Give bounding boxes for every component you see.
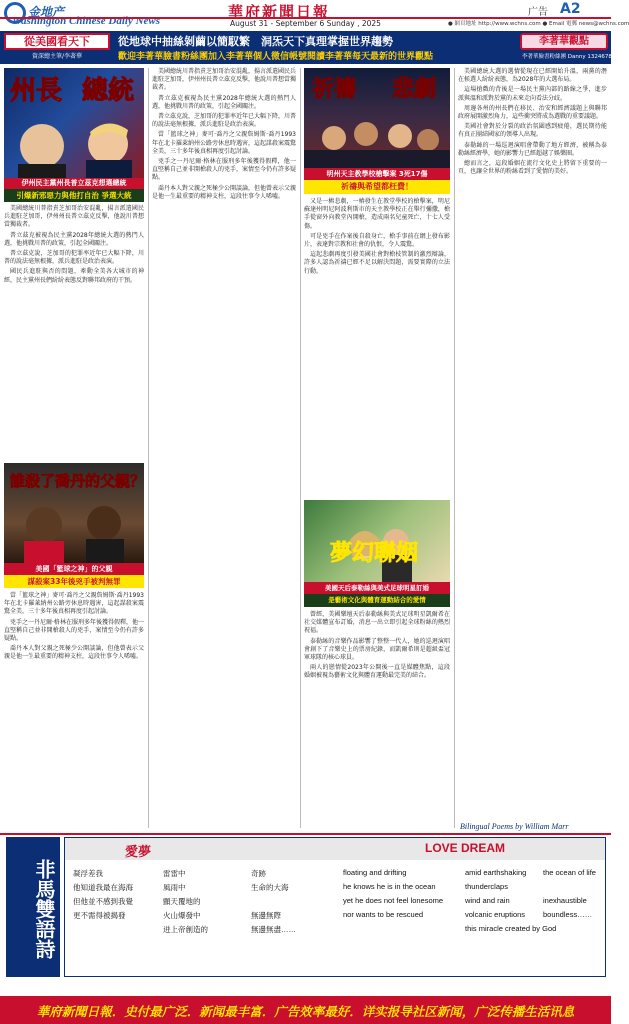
- paragraph: 普立茲克說，芝加哥的犯罪率近年已大幅下降，川普的說法毫無根據，派兵進駐是政治表演。: [152, 113, 297, 129]
- banner-subheadline: 歡迎李著華臉書粉絲團加入李著華個人微信帳號閱讀李著華每天最新的世界觀點: [118, 52, 434, 62]
- column-divider: [454, 68, 455, 828]
- paragraph: 可是兇手在作案後自殺身亡，槍手事前在網上發布影片，表達對宗教和社會的仇恨，令人震驚。: [304, 232, 450, 249]
- paragraph: 當「籃球之神」麥可·喬丹之父親詹姆斯·喬丹1993年在北卡羅萊納州公路旁休息時遇害，這起謀殺案震驚全美，三十多年後真相再度引起討論。: [152, 131, 297, 155]
- paragraph: 喬丹本人對父親之死極少公開談論，但他曾表示父親是他一生最重要的精神支柱，這段往事令人唏噓。: [152, 184, 297, 200]
- paragraph: 兩人的戀情從2023年公開後一直是媒體焦點，這段婚姻被視為藝術文化與體育運動最完美的結合。: [304, 664, 450, 680]
- paragraph: 總而言之，這段婚姻在流行文化史上將留下重要的一頁，也讓全世界的粉絲看到了愛情的美好。: [458, 160, 607, 176]
- paragraph: 喬丹本人對父親之死極少公開談論，但他曾表示父親是他一生最重要的精神支柱，這段往事令人唏噓。: [4, 645, 144, 661]
- viewpoint-badge: 李著華觀點: [520, 33, 608, 50]
- paragraph: 曾經，美國樂壇天后泰勒絲與美式足球明星凱爾希在社交媒體宣布訂婚，消息一出立即引起全球粉絲的熱烈祝福。: [304, 611, 450, 635]
- poem-cn-line: 雷雷中: [163, 869, 186, 878]
- column-author: 資深總主筆/李著華: [31, 53, 83, 60]
- article1-caption-red: 伊州民主黨州長普立茲克想選總統: [4, 178, 144, 189]
- poem-title-en: LOVE DREAM: [425, 841, 506, 855]
- poem-title-cn: 愛夢: [125, 845, 152, 860]
- paragraph: 國民兵進駐與否的問題，牽動全美各大城市的神經，民主黨州長們紛紛表態反對聯邦政府的干預。: [4, 268, 144, 284]
- poem-en-line: wind and rain: [465, 896, 510, 905]
- paragraph: 兇手之一丹尼爾·格林在服刑多年後獲得假釋，他一直堅稱自己並非開槍殺人的兇手，案情至今仍有許多疑點。: [4, 618, 144, 643]
- paragraph: 泰勒絲的音樂作品影響了整整一代人，她的巡迴演唱會創下了音樂史上的票房紀錄，而凱爾希則是超級盃冠軍球隊的核心球員。: [304, 637, 450, 662]
- paragraph: 當「籃球之神」麥可·喬丹之父親詹姆斯·喬丹1993年在北卡羅萊納州公路旁休息時遇害，這起謀殺案震驚全美，三十多年後真相再度引起討論。: [4, 592, 144, 616]
- viewpoint-author: 李著華臉書粉絲團 Danny 13246782: [522, 54, 616, 60]
- contact-info: ● 網頁地址 http://www.wchns.com ● Email 電郵 news@wchns.com: [448, 21, 629, 27]
- banner-headline: 從地球中抽絲剝繭以簡馭繁 洞炁天下真理掌握世界趨勢: [118, 35, 393, 48]
- poem-en-line: nor wants to be rescued: [343, 910, 424, 919]
- article1-title-left: 州長: [10, 76, 63, 106]
- article3-title-right: 悲劇: [392, 76, 437, 102]
- poem-series-banner: 非馬雙語詩: [6, 837, 60, 977]
- right-column-body: [458, 68, 607, 820]
- poem-cn-line: 火山爆發中: [163, 911, 201, 920]
- article2-body: [4, 592, 144, 828]
- article3-caption-yellow: 祈禱與希望都枉費！: [304, 180, 450, 194]
- poem-title-cn-bar: [65, 838, 335, 860]
- article1-body: [4, 205, 144, 463]
- poem-cn-line: 顫天覆地的: [163, 897, 201, 906]
- article3-caption-red: 明州天主教學校槍擊案 3死17傷: [304, 168, 450, 180]
- poem-cn-line: 奇跡: [251, 869, 266, 878]
- article3-title-left: 祈禱: [312, 76, 357, 102]
- column-divider: [300, 68, 301, 828]
- poem-en-line: volcanic eruptions: [465, 910, 526, 919]
- column-name: 從美國看天下: [4, 33, 110, 50]
- poem-en-line: this miracle created by God: [465, 924, 557, 933]
- logo-top-text: 金地产: [28, 5, 65, 19]
- article4-caption-yellow: 是藝術文化與體育運動結合的愛情: [304, 594, 450, 607]
- poem-en-line: thunderclaps: [465, 882, 508, 891]
- footer-slogan: 華府新聞日報．史付最广泛．新闻最丰富．广告效率最好．详实报导社区新闻，广泛传播生活讯息: [36, 1004, 575, 1019]
- paragraph: 普立茲克說，芝加哥的犯罪率近年已大幅下降，川普的說法毫無根據，派兵進駐是政治表演。: [4, 250, 144, 266]
- middle-left-body: [152, 68, 296, 828]
- section-rule: [0, 833, 611, 835]
- paragraph: 美國總統川普指責芝加哥治安混亂，揚言派遣國民兵進駐芝加哥，伊州州長普立茲克反擊，他說川普想當獨裁者。: [4, 205, 144, 229]
- column-banner: [0, 31, 616, 64]
- column-divider: [148, 68, 149, 828]
- poem-cn-line: 風雨中: [163, 883, 186, 892]
- article2-caption-red: 美國「籃球之神」的父親: [4, 563, 144, 575]
- bilingual-poems-credit: Bilingual Poems by William Marr: [460, 822, 569, 831]
- paragraph: 這場搶戲的背後是一場民主黨內部的路線之爭，進步派與溫和派對於黨的未來走向看法分歧。: [458, 86, 607, 102]
- paragraph: 周邊各州的州長們在移民、治安和經濟議題上與聯邦政府展開激烈角力，這些衝突將成為選戰的重要議題。: [458, 104, 607, 121]
- paragraph: 這起悲劇再度引發美國社會對槍枝管制的激烈辯論，許多人認為祈禱已經不足以解決問題，需要實際的立法行動。: [304, 251, 450, 275]
- article1-caption-yellow: 引爆新邪惡力與他打自治 爭選大統: [4, 189, 144, 202]
- poem-title-en-bar: [335, 838, 605, 860]
- poem-en-line: floating and drifting: [343, 868, 407, 877]
- footer-banner: [0, 996, 611, 1024]
- poem-cn-line: 他知道我最在海海: [73, 883, 133, 892]
- page-number: A2: [560, 1, 581, 17]
- paragraph: 美國總統川普指責芝加哥治安混亂，揚言派遣國民兵進駐芝加哥，伊州州長普立茲克反擊，他說川普想當獨裁者。: [152, 68, 297, 92]
- paragraph: 美國社會對於分裂的政治氛圍感到疲倦，選民期待能有真正團結國家的領導人出現。: [458, 123, 607, 139]
- poem-cn-line: 凝浮差我: [73, 869, 103, 878]
- poem-en-line: yet he does not feel lonesome: [343, 896, 444, 905]
- poem-cn-line: 生命的大海: [251, 883, 289, 892]
- poem-en-line: amid earthshaking: [465, 868, 527, 877]
- issue-date: August 31 - September 6 Sunday , 2025: [230, 19, 381, 28]
- poem-cn-line: 更不需得被揭發: [73, 911, 126, 920]
- article1-title-right: 總統: [82, 76, 135, 106]
- poem-box: [64, 837, 606, 977]
- paragraph: 泰勒絲的一場巡迴演唱會帶動了地方經濟，被稱為泰勒絲經濟學，她的影響力已經超越了娛樂圈。: [458, 141, 607, 157]
- article4-title: 夢幻聯姻: [330, 540, 419, 566]
- section-label: 广告: [528, 7, 548, 18]
- poem-en-line: he knows he is in the ocean: [343, 882, 436, 891]
- article2-title: 誰殺了喬丹的父親？: [10, 472, 146, 490]
- article3-body: [304, 198, 450, 498]
- poem-en-line: the ocean of life: [543, 868, 596, 877]
- paragraph: 美國總統大選的選情從現在已經開始升溫，兩黨的潛在候選人紛紛表態，為2028年的大選布局。: [458, 68, 607, 84]
- poem-cn-line: 無邊無盡……: [251, 925, 296, 934]
- poem-cn-line: 迸上帝創造的: [163, 925, 208, 934]
- newspaper-title: 華府新聞日報: [228, 3, 331, 21]
- paragraph: 普立茲克被視為民主黨2028年總統大選的熱門人選，他挑戰川普的政策，引起全國關注。: [152, 94, 296, 110]
- poem-cn-line: 但他並不感到我覺: [73, 897, 133, 906]
- article2-caption-yellow: 謀殺案33年後兇手被判無罪: [4, 575, 144, 588]
- article4-body: [304, 611, 450, 828]
- poem-cn-line: 無邊無際: [251, 911, 281, 920]
- paragraph: 又是一樁悲劇，一樁發生在教堂學校的槍擊案，明尼蘇達州明尼阿波利斯市的天主教學校正在舉行彌撒，槍手從窗外向教堂內開槍，造成兩名兒童死亡，十七人受傷。: [304, 198, 450, 230]
- paragraph: 兇手之一丹尼爾·格林在服刑多年後獲得假釋，他一直堅稱自己並非開槍殺人的兇手，案情至今仍有許多疑點。: [152, 158, 297, 182]
- logo-subtitle: Washington Chinese Daily News: [12, 15, 161, 27]
- poem-en-line: boundless……: [543, 910, 593, 919]
- article4-caption-red: 美國天后泰勒絲與美式足球明星訂婚: [304, 582, 450, 594]
- poem-en-line: inexhaustible: [543, 896, 587, 905]
- paragraph: 普立茲克被視為民主黨2028年總統大選的熱門人選，他挑戰川普的政策，引起全國關注。: [4, 231, 144, 247]
